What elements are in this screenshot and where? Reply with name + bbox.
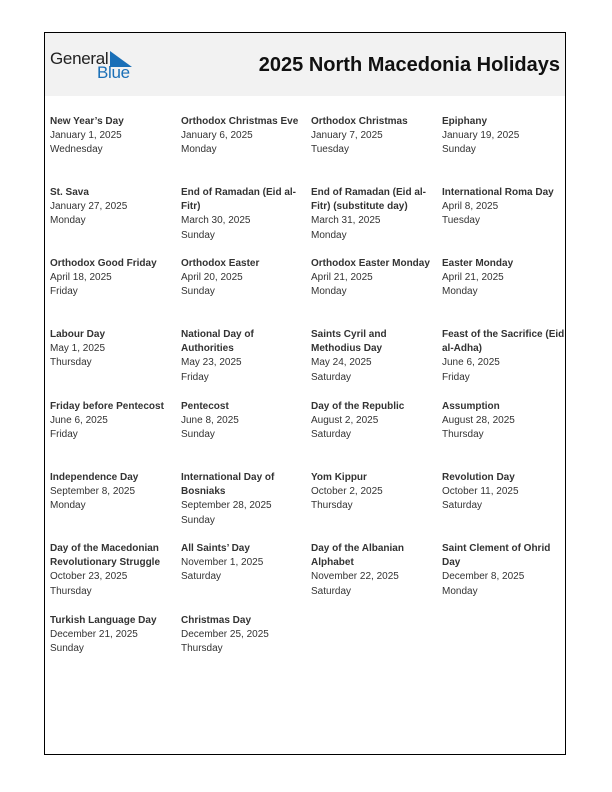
holiday-date: October 11, 2025 [442, 486, 519, 498]
holiday-date: December 21, 2025 [50, 629, 138, 641]
holiday-item [442, 328, 568, 385]
holiday-name: Orthodox Easter [181, 258, 260, 269]
holiday-item [181, 542, 307, 585]
holiday-weekday: Friday [50, 429, 78, 441]
holiday-weekday: Sunday [181, 429, 215, 441]
holiday-date: December 8, 2025 [442, 571, 525, 583]
holiday-name: Assumption [442, 401, 500, 412]
holiday-name: End of Ramadan (Eid al-Fitr) [181, 187, 297, 213]
holiday-date: September 28, 2025 [181, 500, 272, 512]
holiday-item [50, 328, 176, 371]
holiday-item [181, 186, 307, 243]
holiday-date: May 24, 2025 [311, 357, 372, 369]
holiday-weekday: Friday [181, 371, 209, 383]
holiday-item [311, 115, 437, 158]
header-band [45, 33, 565, 96]
holiday-date: May 23, 2025 [181, 357, 242, 369]
holiday-item [442, 471, 568, 514]
holiday-date: April 21, 2025 [311, 272, 373, 284]
holiday-name: Pentecost [181, 401, 229, 412]
holiday-date: April 8, 2025 [442, 201, 499, 213]
holiday-date: January 19, 2025 [442, 130, 520, 142]
holiday-date: March 31, 2025 [311, 215, 381, 227]
holiday-name: Turkish Language Day [50, 615, 157, 626]
holiday-name: Saints Cyril and Methodius Day [311, 329, 387, 355]
holiday-date: April 18, 2025 [50, 272, 112, 284]
holiday-weekday: Monday [442, 286, 478, 298]
holiday-weekday: Saturday [442, 500, 483, 512]
holiday-weekday: Monday [50, 215, 86, 227]
holiday-weekday: Thursday [50, 585, 92, 597]
holiday-item [311, 542, 437, 599]
holiday-date: January 7, 2025 [311, 130, 383, 142]
holiday-weekday: Saturday [311, 585, 352, 597]
holiday-date: December 25, 2025 [181, 629, 269, 641]
holiday-date: August 2, 2025 [311, 415, 379, 427]
holiday-item [50, 614, 176, 657]
holiday-name: Feast of the Sacrifice (Eid al-Adha) [442, 329, 565, 355]
holiday-weekday: Saturday [311, 429, 352, 441]
holiday-item [181, 115, 307, 158]
holiday-name: All Saints’ Day [181, 543, 250, 554]
holiday-item [442, 542, 568, 599]
holiday-item [181, 400, 307, 443]
holiday-item [181, 614, 307, 657]
holiday-name: Easter Monday [442, 258, 514, 269]
holiday-item [442, 186, 568, 229]
holiday-weekday: Sunday [181, 286, 215, 298]
holiday-name: Orthodox Good Friday [50, 258, 157, 269]
holiday-date: June 6, 2025 [442, 357, 500, 369]
holiday-item [311, 186, 437, 243]
holiday-name: Saint Clement of Ohrid Day [442, 543, 551, 569]
holiday-weekday: Monday [311, 286, 347, 298]
holiday-item [50, 471, 176, 514]
holiday-item [442, 400, 568, 443]
holiday-item [181, 257, 307, 300]
holiday-name: Orthodox Christmas Eve [181, 116, 299, 127]
holiday-weekday: Thursday [50, 357, 92, 369]
holiday-date: June 8, 2025 [181, 415, 239, 427]
holiday-name: International Roma Day [442, 187, 554, 198]
holiday-name: Day of the Albanian Alphabet [311, 543, 404, 569]
holiday-item [50, 115, 176, 158]
holiday-date: October 2, 2025 [311, 486, 383, 498]
holiday-weekday: Thursday [442, 429, 484, 441]
page-frame [44, 32, 566, 755]
holiday-name: Epiphany [442, 116, 488, 127]
holiday-date: April 21, 2025 [442, 272, 504, 284]
holiday-weekday: Sunday [442, 144, 476, 156]
holiday-name: New Year’s Day [50, 116, 124, 127]
holiday-item [311, 328, 437, 385]
holiday-item [311, 471, 437, 514]
holiday-weekday: Monday [311, 229, 347, 241]
holiday-weekday: Monday [181, 144, 217, 156]
holiday-name: St. Sava [50, 187, 89, 198]
holiday-weekday: Saturday [311, 371, 352, 383]
holiday-name: Orthodox Christmas [311, 116, 408, 127]
holiday-weekday: Thursday [311, 500, 353, 512]
holiday-weekday: Tuesday [311, 144, 349, 156]
holiday-date: June 6, 2025 [50, 415, 108, 427]
holiday-name: Friday before Pentecost [50, 401, 164, 412]
holiday-name: Yom Kippur [311, 472, 367, 483]
holiday-name: Revolution Day [442, 472, 515, 483]
holiday-date: January 27, 2025 [50, 201, 128, 213]
holiday-weekday: Sunday [181, 514, 215, 526]
logo-text-blue: Blue [97, 63, 130, 82]
holiday-name: Day of the Macedonian Revolutionary Struggle [50, 543, 161, 569]
holiday-item [311, 400, 437, 443]
holiday-date: January 6, 2025 [181, 130, 253, 142]
holiday-date: October 23, 2025 [50, 571, 128, 583]
holiday-name: National Day of Authorities [181, 329, 254, 355]
holiday-item [181, 328, 307, 385]
holiday-date: March 30, 2025 [181, 215, 251, 227]
holiday-weekday: Monday [50, 500, 86, 512]
holiday-weekday: Sunday [50, 643, 84, 655]
holiday-weekday: Thursday [181, 643, 223, 655]
brand-logo [50, 49, 140, 83]
holiday-item [442, 257, 568, 300]
page-title: 2025 North Macedonia Holidays [258, 54, 560, 76]
holiday-date: January 1, 2025 [50, 130, 122, 142]
holiday-name: Christmas Day [181, 615, 252, 626]
holiday-item [50, 542, 176, 599]
holiday-date: April 20, 2025 [181, 272, 243, 284]
holiday-date: November 1, 2025 [181, 557, 264, 569]
holiday-item [50, 400, 176, 443]
holiday-name: Independence Day [50, 472, 139, 483]
holiday-item [50, 257, 176, 300]
holiday-item [50, 186, 176, 229]
holiday-weekday: Wednesday [50, 144, 103, 156]
holiday-date: November 22, 2025 [311, 571, 399, 583]
holiday-name: Day of the Republic [311, 401, 405, 412]
holiday-name: End of Ramadan (Eid al-Fitr) (substitute day) [311, 187, 427, 213]
holiday-weekday: Sunday [181, 229, 215, 241]
holiday-item [311, 257, 437, 300]
holiday-weekday: Tuesday [442, 215, 480, 227]
holiday-weekday: Friday [50, 286, 78, 298]
holiday-name: International Day of Bosniaks [181, 472, 275, 498]
holiday-weekday: Saturday [181, 571, 222, 583]
holiday-item [181, 471, 307, 528]
logo-text-general: General [50, 49, 109, 68]
holiday-item [442, 115, 568, 158]
holiday-date: September 8, 2025 [50, 486, 136, 498]
holiday-name: Orthodox Easter Monday [311, 258, 430, 269]
holiday-name: Labour Day [50, 329, 106, 340]
holiday-date: May 1, 2025 [50, 343, 106, 355]
holiday-weekday: Monday [442, 585, 478, 597]
holiday-date: August 28, 2025 [442, 415, 515, 427]
holiday-weekday: Friday [442, 371, 470, 383]
